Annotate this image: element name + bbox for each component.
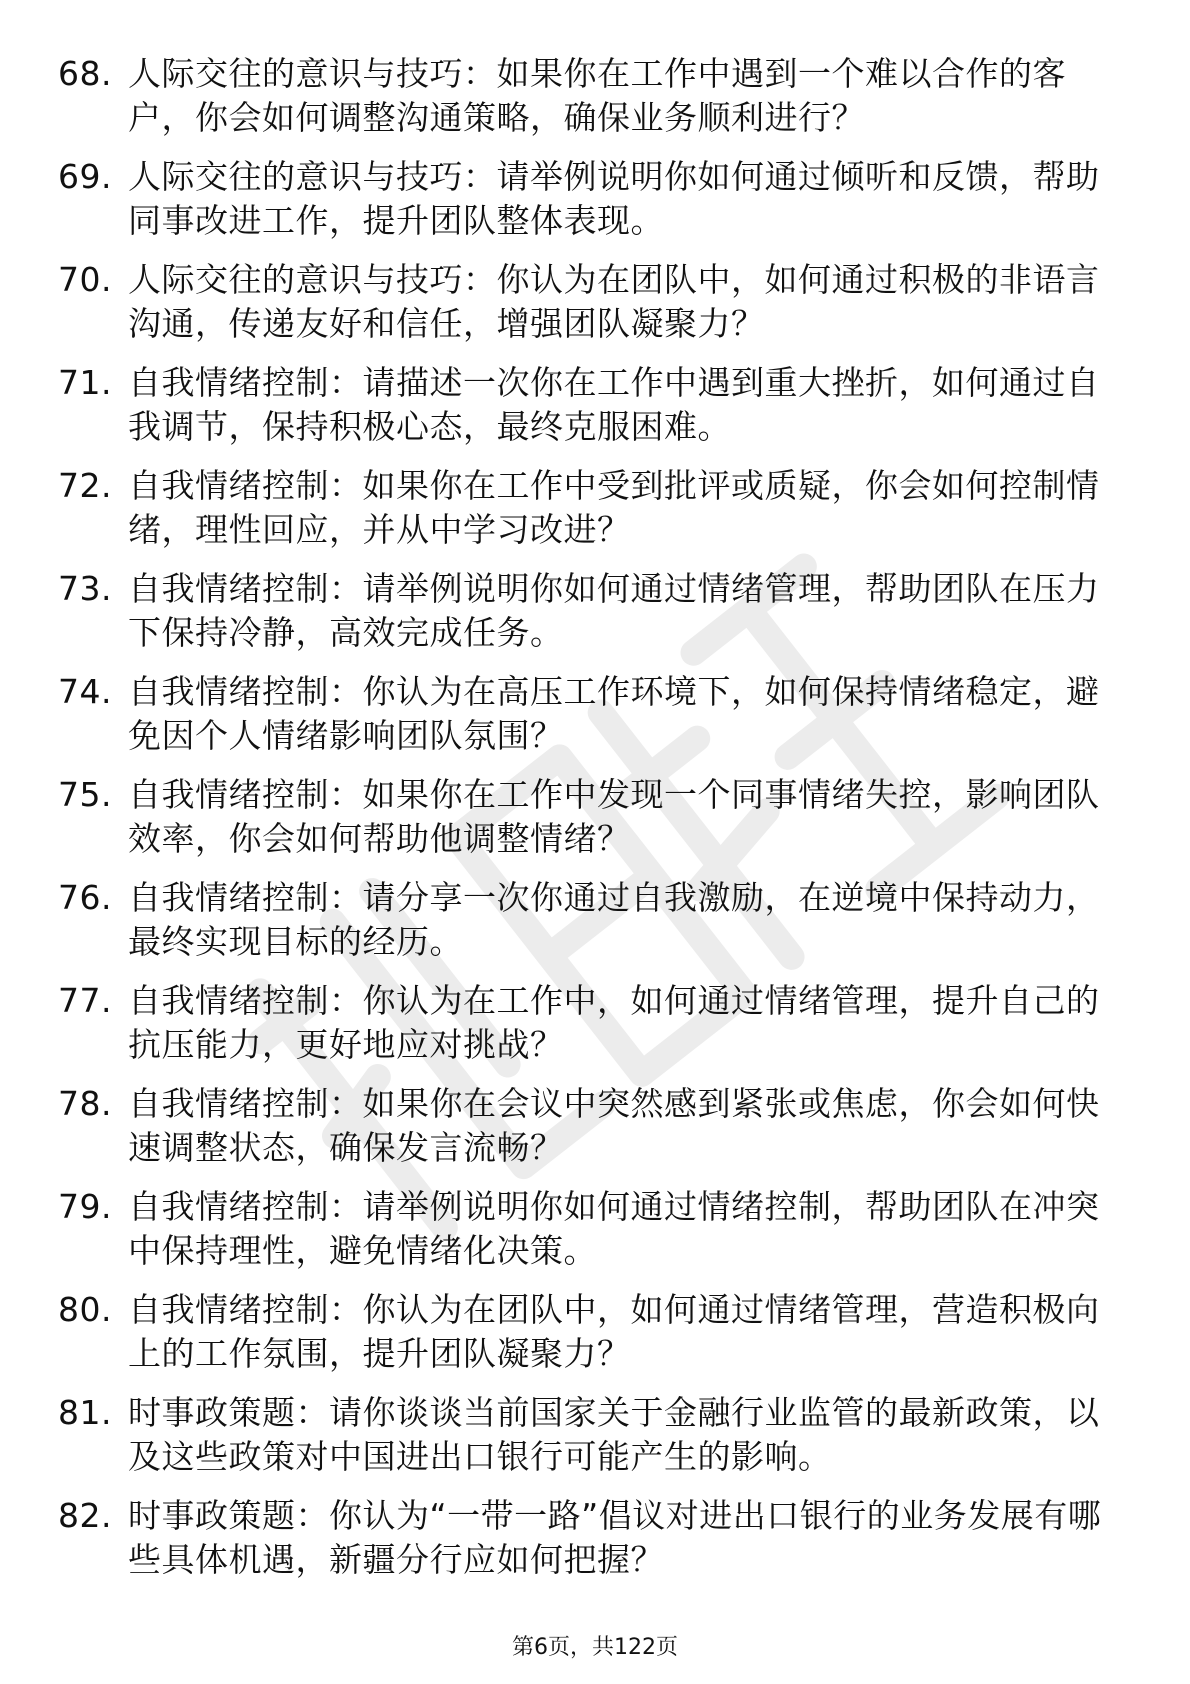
question-text: 自我情绪控制：你认为在高压工作环境下，如何保持情绪稳定，避免因个人情绪影响团队氛围？: [128, 672, 1100, 755]
question-item-68: [58, 52, 1118, 140]
question-text: 时事政策题：请你谈谈当前国家关于金融行业监管的最新政策，以及这些政策对中国进出口银行可能产生的影响。: [128, 1393, 1100, 1476]
question-text: 自我情绪控制：请描述一次你在工作中遇到重大挫折，如何通过自我调节，保持积极心态，最终克服困难。: [128, 363, 1100, 446]
question-item-79: [58, 1185, 1118, 1273]
question-item-72: [58, 464, 1118, 552]
question-number: 76.: [58, 878, 112, 917]
question-item-78: [58, 1082, 1118, 1170]
question-text: 人际交往的意识与技巧：请举例说明你如何通过倾听和反馈，帮助同事改进工作，提升团队整体表现。: [128, 157, 1100, 240]
question-number: 79.: [58, 1187, 112, 1226]
question-list: [58, 52, 1118, 1597]
question-item-74: [58, 670, 1118, 758]
question-text: 自我情绪控制：请分享一次你通过自我激励，在逆境中保持动力，最终实现目标的经历。: [128, 878, 1100, 961]
question-item-69: [58, 155, 1118, 243]
page-number-label: 第6页，共122页: [512, 1635, 678, 1660]
question-number: 82.: [58, 1496, 112, 1535]
question-number: 68.: [58, 54, 112, 93]
question-text: 自我情绪控制：如果你在工作中发现一个同事情绪失控，影响团队效率，你会如何帮助他调整情绪？: [128, 775, 1100, 858]
question-item-82: [58, 1494, 1118, 1582]
page-footer: [0, 1630, 1190, 1661]
question-number: 72.: [58, 466, 112, 505]
question-item-81: [58, 1391, 1118, 1479]
question-number: 77.: [58, 981, 112, 1020]
question-number: 73.: [58, 569, 112, 608]
question-item-70: [58, 258, 1118, 346]
question-text: 时事政策题：你认为“一带一路”倡议对进出口银行的业务发展有哪些具体机遇，新疆分行应如何把握？: [128, 1496, 1102, 1579]
question-text: 自我情绪控制：如果你在会议中突然感到紧张或焦虑，你会如何快速调整状态，确保发言流畅？: [128, 1084, 1100, 1167]
question-text: 自我情绪控制：请举例说明你如何通过情绪管理，帮助团队在压力下保持冷静，高效完成任务。: [128, 569, 1100, 652]
question-item-75: [58, 773, 1118, 861]
question-item-71: [58, 361, 1118, 449]
question-text: 自我情绪控制：你认为在团队中，如何通过情绪管理，营造积极向上的工作氛围，提升团队凝聚力？: [128, 1290, 1100, 1373]
question-number: 69.: [58, 157, 112, 196]
question-text: 自我情绪控制：如果你在工作中受到批评或质疑，你会如何控制情绪，理性回应，并从中学习改进？: [128, 466, 1100, 549]
question-number: 71.: [58, 363, 112, 402]
question-text: 自我情绪控制：请举例说明你如何通过情绪控制，帮助团队在冲突中保持理性，避免情绪化决策。: [128, 1187, 1100, 1270]
question-text: 人际交往的意识与技巧：你认为在团队中，如何通过积极的非语言沟通，传递友好和信任，增强团队凝聚力？: [128, 260, 1100, 343]
question-item-73: [58, 567, 1118, 655]
question-number: 75.: [58, 775, 112, 814]
question-item-77: [58, 979, 1118, 1067]
question-text: 人际交往的意识与技巧：如果你在工作中遇到一个难以合作的客户，你会如何调整沟通策略，确保业务顺利进行？: [128, 54, 1066, 137]
question-text: 自我情绪控制：你认为在工作中，如何通过情绪管理，提升自己的抗压能力，更好地应对挑战？: [128, 981, 1100, 1064]
question-number: 81.: [58, 1393, 112, 1432]
question-number: 78.: [58, 1084, 112, 1123]
question-item-80: [58, 1288, 1118, 1376]
question-number: 80.: [58, 1290, 112, 1329]
question-number: 74.: [58, 672, 112, 711]
question-item-76: [58, 876, 1118, 964]
question-number: 70.: [58, 260, 112, 299]
